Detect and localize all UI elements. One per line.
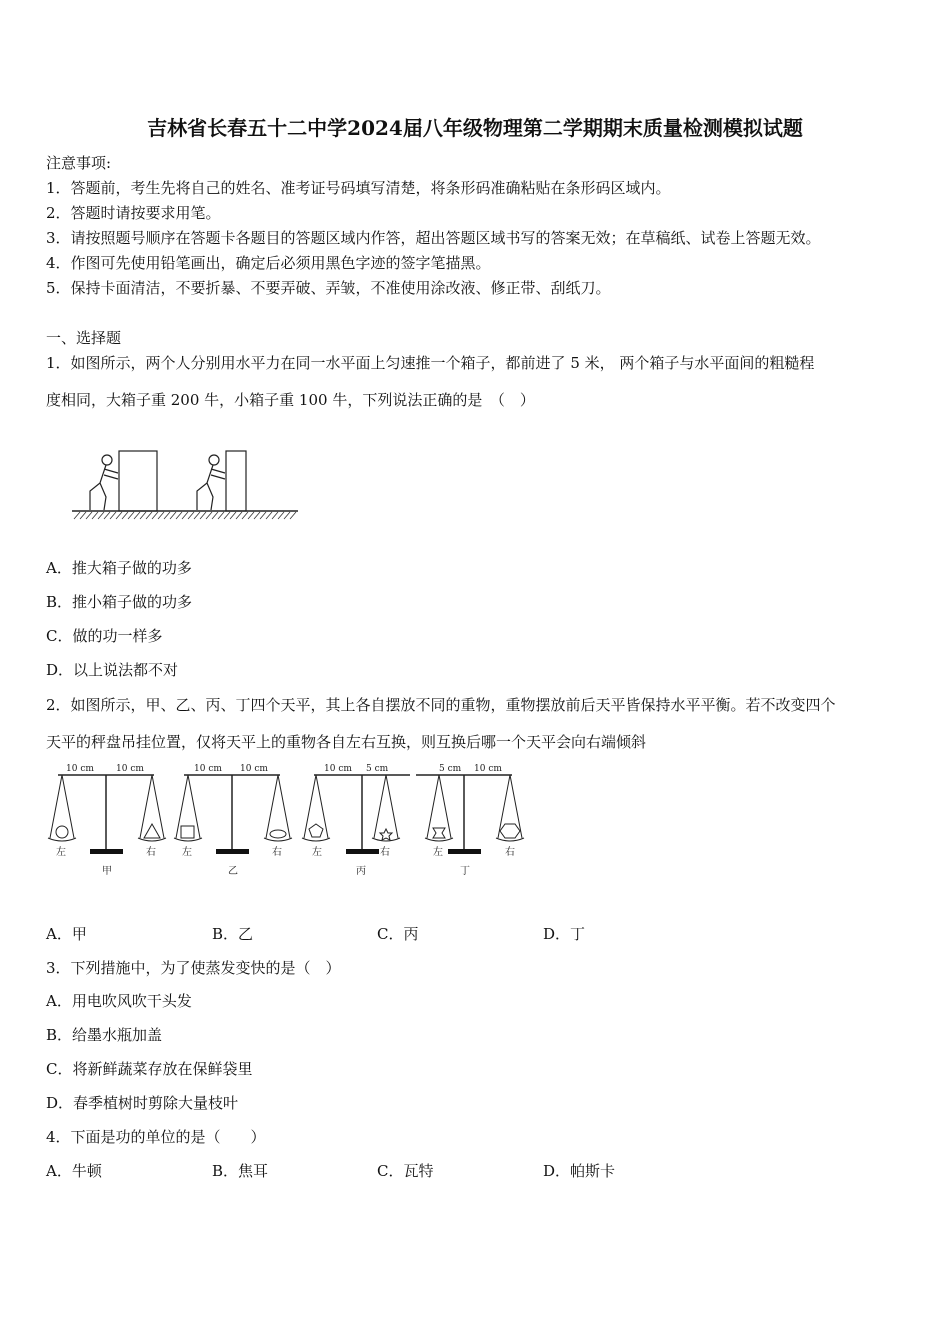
- balance-left-distance: 10 cm: [66, 764, 94, 774]
- q3-option: B．给墨水瓶加盖: [46, 1026, 163, 1044]
- balance-right-distance: 10 cm: [474, 764, 502, 774]
- balance-right-distance: 10 cm: [240, 764, 268, 774]
- weight-bowtie: [433, 828, 445, 838]
- q2-option: C．丙: [377, 925, 419, 943]
- balance-bing: [302, 764, 410, 877]
- q1-option: B．推小箱子做的功多: [46, 593, 193, 611]
- q1-option: A．推大箱子做的功多: [46, 559, 192, 577]
- q1-option: C．做的功一样多: [46, 627, 163, 645]
- q2-option: D．丁: [543, 925, 586, 943]
- balance-name: 乙: [228, 866, 238, 877]
- notice-item: 2．答题时请按要求用笔。: [46, 204, 221, 222]
- q1-option: D．以上说法都不对: [46, 661, 179, 679]
- q4-option: B．焦耳: [212, 1162, 269, 1180]
- q4-option: A．牛顿: [46, 1162, 102, 1180]
- balance-left-distance: 10 cm: [324, 764, 352, 774]
- balance-left-distance: 5 cm: [439, 764, 462, 774]
- q2-figure-balances: [44, 760, 534, 885]
- balance-name: 丁: [460, 866, 470, 877]
- notice-item: 3．请按照题号顺序在答题卡各题目的答题区域内作答，超出答题区域书写的答案无效；在草稿纸、试卷上答题无效。: [46, 229, 821, 247]
- balance-right-label: 右: [272, 847, 282, 858]
- balance-yi: [174, 764, 292, 877]
- notice-heading: 注意事项:: [46, 154, 112, 172]
- weight-hexagon: [500, 824, 520, 838]
- page-title: 吉林省长春五十二中学2024届八年级物理第二学期期末质量检测模拟试题: [147, 116, 803, 140]
- notice-item: 5．保持卡面清洁，不要折暴、不要弄破、弄皱，不准使用涂改液、修正带、刮纸刀。: [46, 279, 611, 297]
- weight-star: [380, 829, 392, 840]
- q4-stem: 4．下面是功的单位的是（ ）: [46, 1128, 266, 1146]
- q2-stem-line1: 2．如图所示，甲、乙、丙、丁四个天平，其上各自摆放不同的重物，重物摆放前后天平皆保持水平平衡。若不改变四个: [46, 696, 836, 714]
- q3-option: C．将新鲜蔬菜存放在保鲜袋里: [46, 1060, 253, 1078]
- balance-left-label: 左: [312, 847, 322, 858]
- q3-option: D．春季植树时剪除大量枝叶: [46, 1094, 239, 1112]
- q4-option: D．帕斯卡: [543, 1162, 616, 1180]
- q2-stem-line2: 天平的秤盘吊挂位置，仅将天平上的重物各自左右互换，则互换后哪一个天平会向右端倾斜: [46, 733, 647, 751]
- balance-right-distance: 5 cm: [366, 764, 389, 774]
- weight-triangle: [144, 824, 160, 838]
- q4-option: C．瓦特: [377, 1162, 434, 1180]
- weight-pentagon: [309, 824, 323, 837]
- balance-right-label: 右: [380, 847, 390, 858]
- notice-item: 1．答题前，考生先将自己的姓名、准考证号码填写清楚，将条形码准确粘贴在条形码区域内。: [46, 179, 671, 197]
- weight-square: [181, 826, 194, 838]
- q1-stem-line1: 1．如图所示，两个人分别用水平力在同一水平面上匀速推一个箱子，都前进了 5 米， 两个箱子与水平面间的粗糙程: [46, 354, 815, 372]
- weight-circle: [56, 826, 68, 838]
- balance-right-distance: 10 cm: [116, 764, 144, 774]
- balance-name: 甲: [102, 866, 112, 877]
- q3-stem: 3．下列措施中，为了使蒸发变快的是（ ）: [46, 959, 341, 977]
- balance-jia: [48, 764, 166, 877]
- section-heading: 一、选择题: [46, 329, 122, 347]
- balance-name: 丙: [356, 866, 366, 877]
- balance-left-label: 左: [182, 847, 192, 858]
- balance-ding: [416, 764, 524, 877]
- balance-left-distance: 10 cm: [194, 764, 222, 774]
- balance-left-label: 左: [56, 847, 66, 858]
- balance-right-label: 右: [146, 847, 156, 858]
- q1-stem-line2: 度相同，大箱子重 200 牛，小箱子重 100 牛，下列说法正确的是 （ ）: [46, 391, 535, 409]
- weight-ellipse: [270, 830, 286, 838]
- q2-option: B．乙: [212, 925, 254, 943]
- q3-option: A．用电吹风吹干头发: [46, 992, 192, 1010]
- q2-option: A．甲: [46, 925, 87, 943]
- notice-item: 4．作图可先使用铅笔画出，确定后必须用黑色字迹的签字笔描黑。: [46, 254, 491, 272]
- balance-right-label: 右: [505, 847, 515, 858]
- q1-figure-pushing-boxes: [68, 445, 303, 525]
- balance-left-label: 左: [433, 847, 443, 858]
